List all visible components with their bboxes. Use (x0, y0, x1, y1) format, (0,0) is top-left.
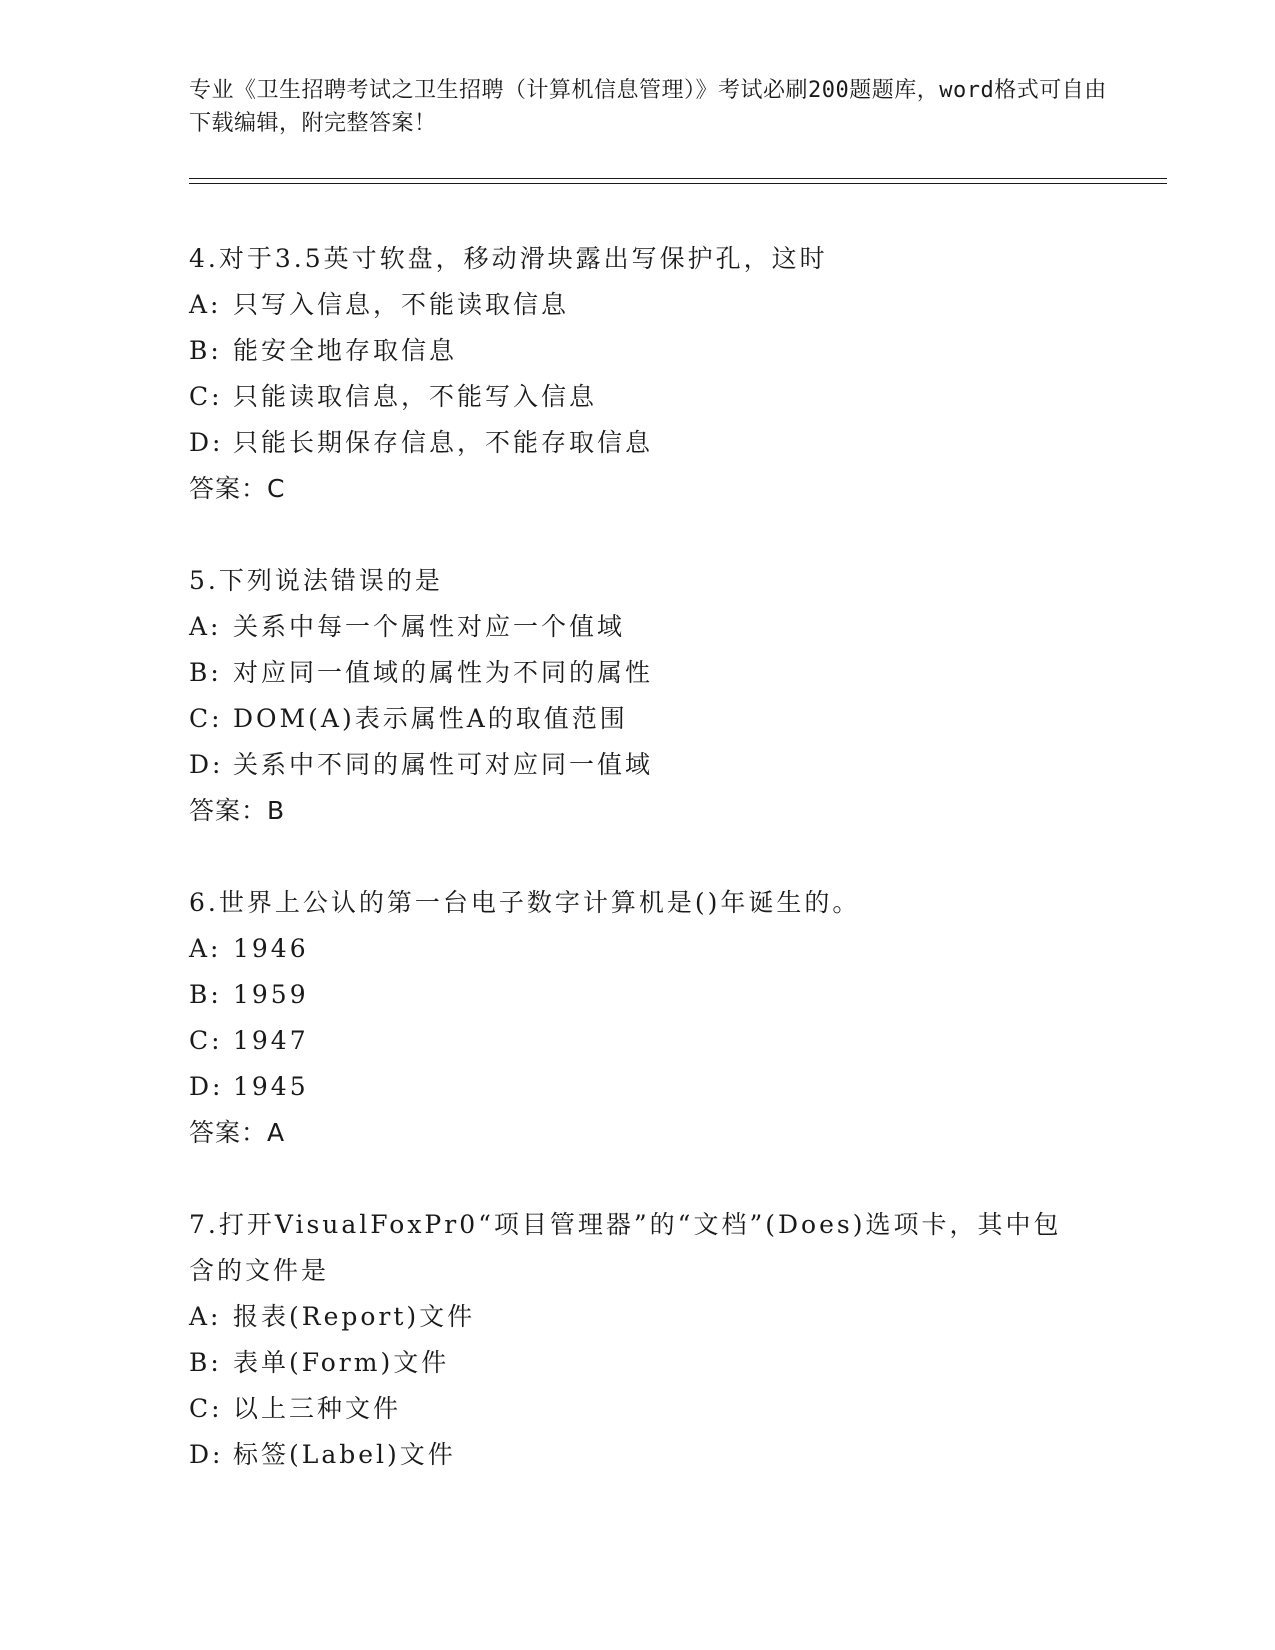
answer-line: 答案：B (189, 796, 286, 825)
option-key: A: (189, 290, 222, 319)
answer-line: 答案：A (189, 1118, 286, 1147)
option-d (189, 742, 1149, 788)
option-a (189, 1294, 1149, 1340)
option-text: 能安全地存取信息 (233, 336, 458, 365)
option-text: 只写入信息，不能读取信息 (233, 290, 570, 319)
option-d (189, 1064, 1149, 1110)
option-key: D: (189, 1440, 224, 1469)
option-a (189, 282, 1149, 328)
option-text: 以上三种文件 (233, 1394, 402, 1423)
option-key: B: (189, 658, 222, 687)
option-c (189, 696, 1149, 742)
option-text: 标签(Label)文件 (233, 1440, 456, 1469)
option-key: C: (189, 1394, 223, 1423)
option-c (189, 374, 1149, 420)
option-key: A: (189, 1302, 222, 1331)
option-c (189, 1386, 1149, 1432)
option-b (189, 650, 1149, 696)
option-d (189, 420, 1149, 466)
option-text: 对应同一值域的属性为不同的属性 (233, 658, 654, 687)
option-b (189, 972, 1149, 1018)
question-stem: 5.下列说法错误的是 (189, 566, 443, 595)
answer-line: 答案：C (189, 474, 286, 503)
option-text: 关系中每一个属性对应一个值域 (233, 612, 626, 641)
header-divider-top (189, 178, 1167, 179)
option-text: 关系中不同的属性可对应同一值域 (233, 750, 654, 779)
option-key: C: (189, 704, 223, 733)
question-5 (189, 558, 1149, 834)
option-c (189, 1018, 1149, 1064)
option-key: B: (189, 336, 222, 365)
option-text: 只能长期保存信息，不能存取信息 (233, 428, 654, 457)
option-d (189, 1432, 1149, 1478)
option-b (189, 328, 1149, 374)
option-text: 只能读取信息，不能写入信息 (233, 382, 598, 411)
option-text: 报表(Report)文件 (233, 1302, 476, 1331)
option-key: C: (189, 382, 223, 411)
question-stem: 4.对于3.5英寸软盘，移动滑块露出写保护孔，这时 (189, 244, 828, 273)
option-text: 1945 (233, 1072, 309, 1101)
option-text: 1946 (233, 934, 309, 963)
document-header: 专业《卫生招聘考试之卫生招聘（计算机信息管理）》考试必刷200题题库，word格式可自由下载编辑，附完整答案！ (189, 78, 1107, 136)
question-list (189, 236, 1149, 1524)
option-key: D: (189, 1072, 224, 1101)
question-stem: 7.打开VisualFoxPr0“项目管理器”的“文档”(Does)选项卡，其中包含的文件是 (189, 1210, 1062, 1285)
option-text: 表单(Form)文件 (233, 1348, 450, 1377)
question-6 (189, 880, 1149, 1156)
option-key: C: (189, 1026, 223, 1055)
question-4 (189, 236, 1149, 512)
option-a (189, 604, 1149, 650)
option-b (189, 1340, 1149, 1386)
option-a (189, 926, 1149, 972)
option-key: A: (189, 612, 222, 641)
header-divider-bottom (189, 183, 1167, 184)
option-text: DOM(A)表示属性A的取值范围 (233, 704, 628, 733)
question-stem: 6.世界上公认的第一台电子数字计算机是()年诞生的。 (189, 888, 861, 917)
option-key: A: (189, 934, 222, 963)
option-text: 1959 (233, 980, 309, 1009)
option-key: D: (189, 750, 224, 779)
option-key: B: (189, 980, 222, 1009)
option-key: D: (189, 428, 224, 457)
option-text: 1947 (233, 1026, 309, 1055)
question-7 (189, 1202, 1149, 1478)
option-key: B: (189, 1348, 222, 1377)
